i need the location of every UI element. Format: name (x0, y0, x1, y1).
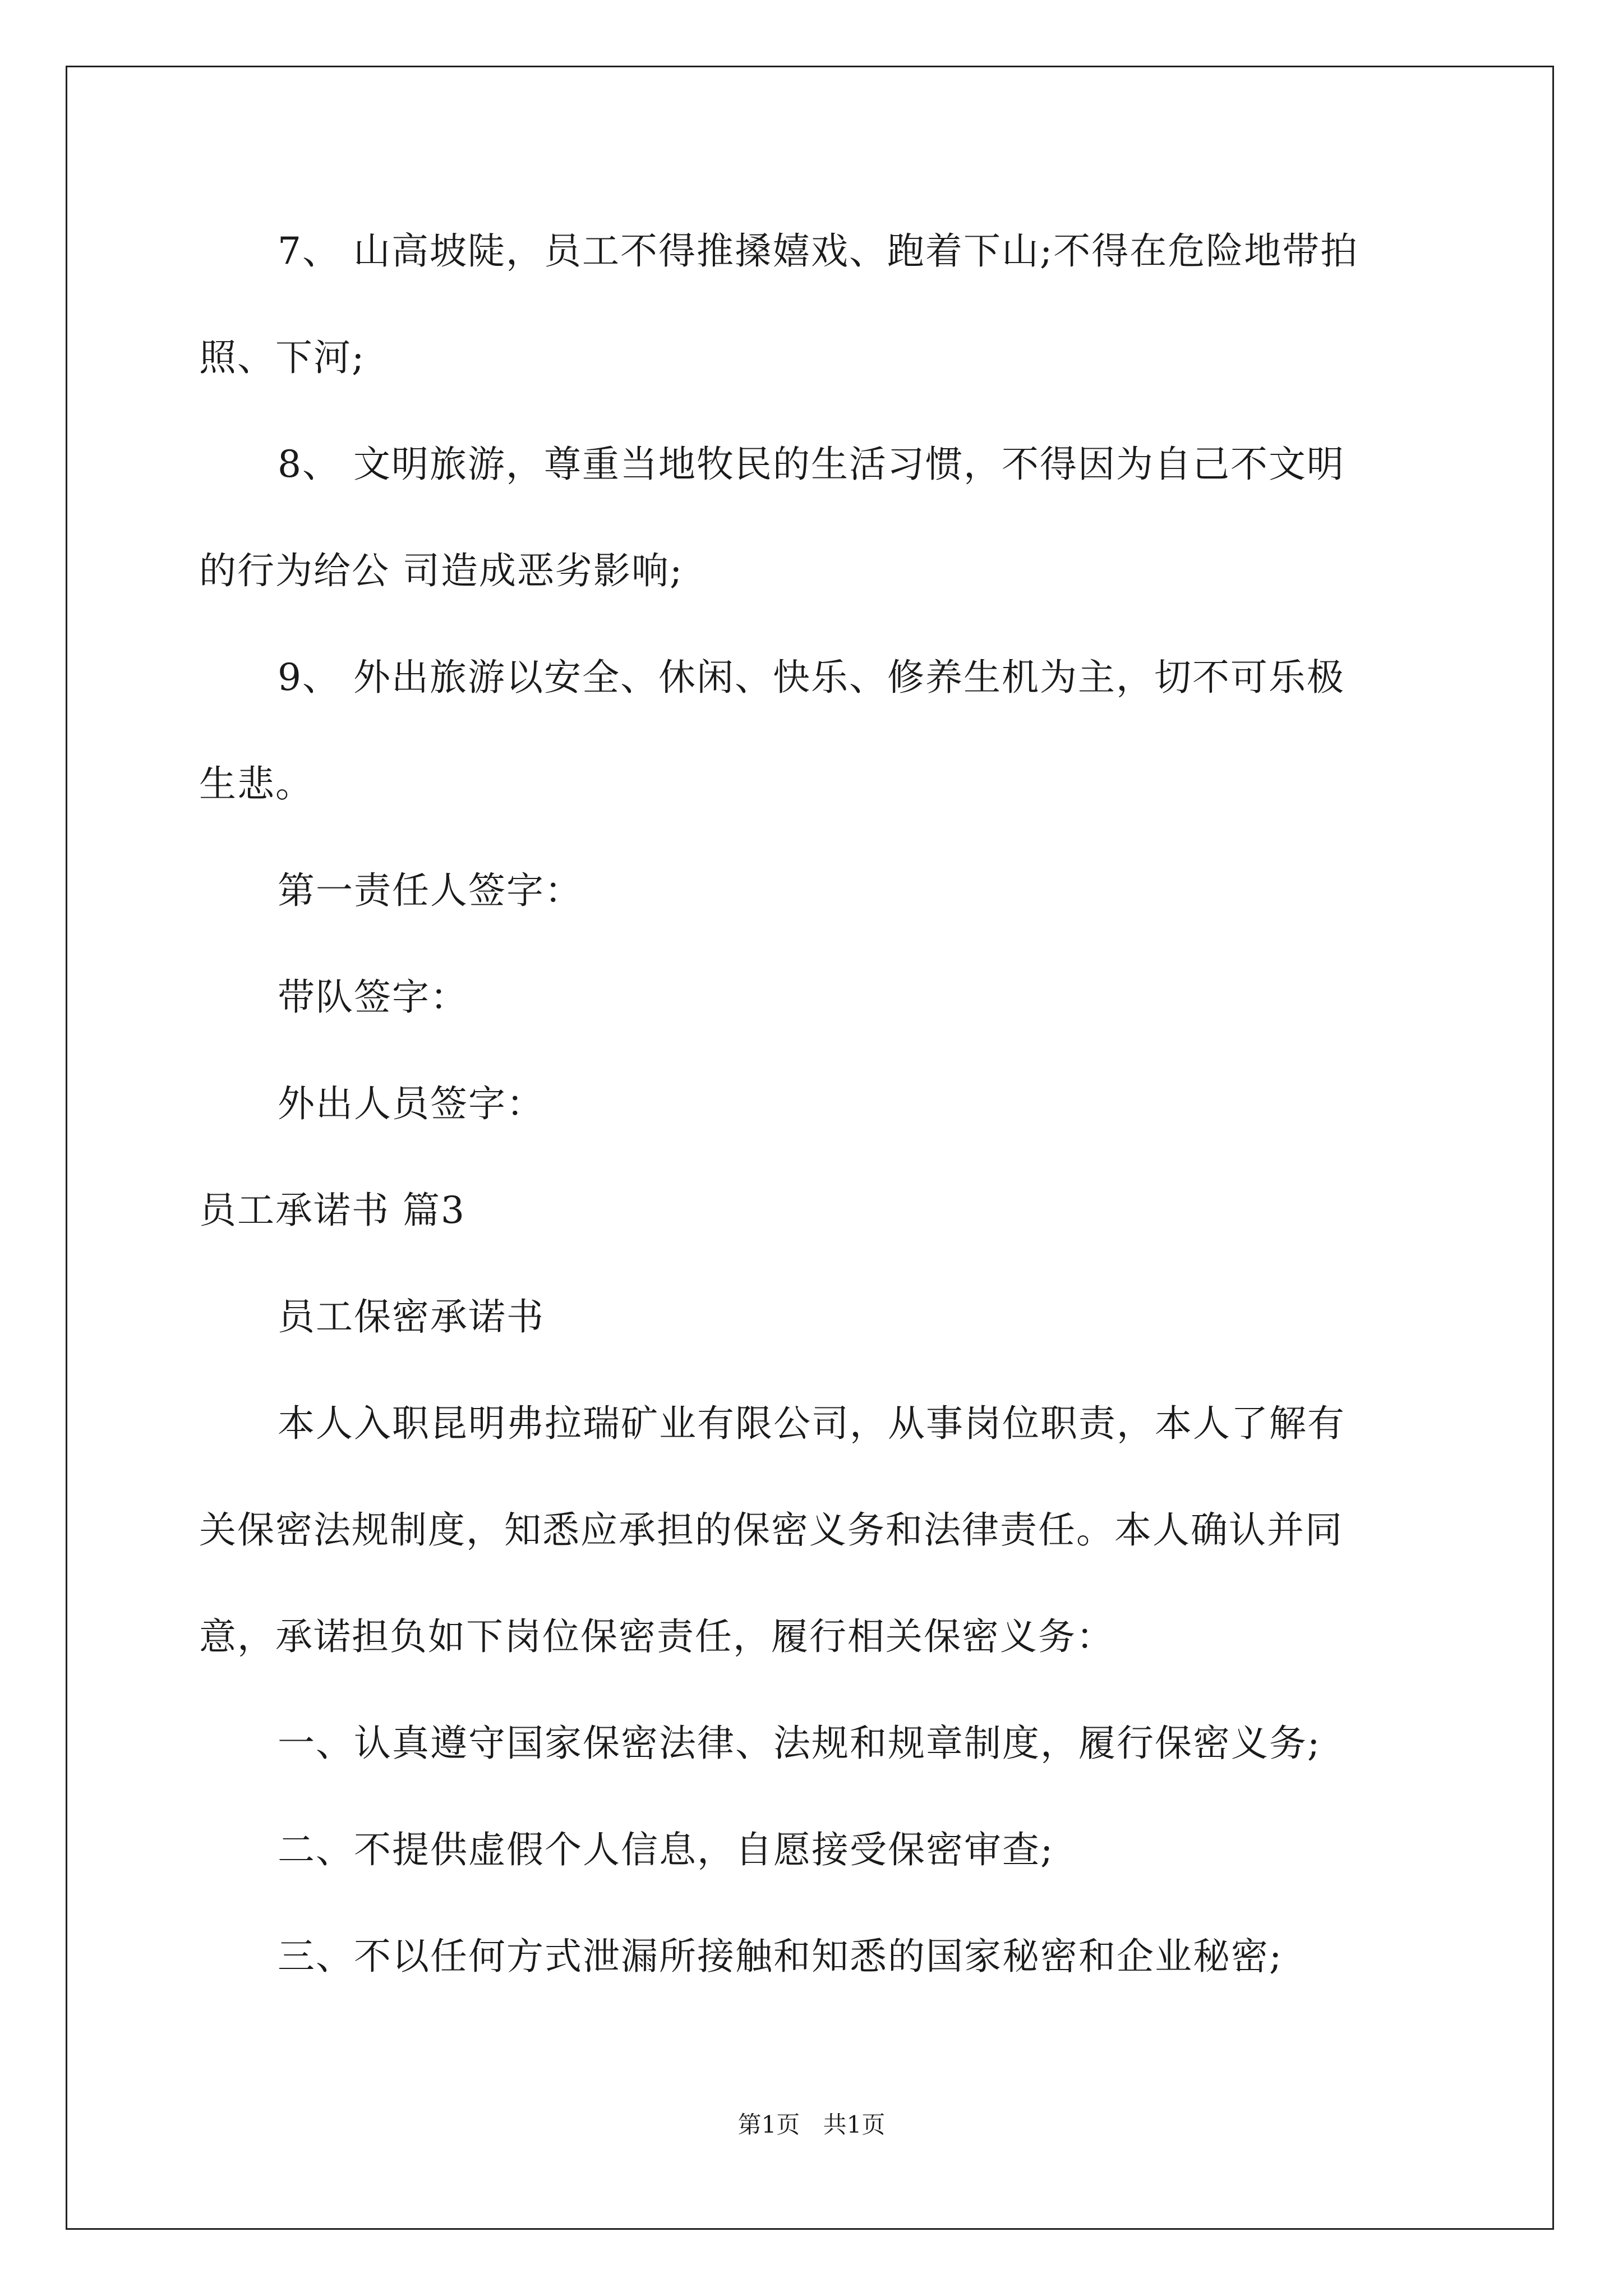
item-9-line-2: 生悲。 (199, 762, 313, 806)
page-border (66, 66, 1554, 2230)
item-8-line-2: 的行为给公 司造成恶劣影响; (199, 549, 684, 592)
signature-team-leader: 带队签字： (278, 976, 468, 1019)
item-8-line-1: 8、 文明旅游，尊重当地牧民的生活习惯，不得因为自己不文明 (278, 443, 1345, 486)
section-heading: 员工承诺书 篇3 (199, 1189, 465, 1232)
signature-primary-responsible: 第一责任人签字： (278, 869, 583, 912)
item-7-line-2: 照、下河; (199, 336, 366, 379)
page-total: 共1页 (823, 2111, 886, 2138)
item-7-line-1: 7、 山高坡陡，员工不得推搡嬉戏、跑着下山;不得在危险地带拍 (278, 229, 1359, 273)
section-title: 员工保密承诺书 (278, 1295, 545, 1338)
clause-1: 一、认真遵守国家保密法律、法规和规章制度，履行保密义务; (278, 1722, 1321, 1765)
item-9-line-1: 9、 外出旅游以安全、休闲、快乐、修养生机为主，切不可乐极 (278, 656, 1345, 699)
clause-2: 二、不提供虚假个人信息，自愿接受保密审查; (278, 1828, 1054, 1871)
intro-line-1: 本人入职昆明弗拉瑞矿业有限公司，从事岗位职责，本人了解有 (278, 1402, 1345, 1445)
intro-line-2: 关保密法规制度，知悉应承担的保密义务和法律责任。本人确认并同 (199, 1508, 1343, 1552)
intro-line-3: 意，承诺担负如下岗位保密责任，履行相关保密义务： (199, 1615, 1114, 1658)
page-footer (0, 2113, 1623, 2137)
signature-participants: 外出人员签字： (278, 1082, 545, 1125)
clause-3: 三、不以任何方式泄漏所接触和知悉的国家秘密和企业秘密; (278, 1935, 1283, 1978)
page-number: 第1页 (737, 2111, 800, 2138)
